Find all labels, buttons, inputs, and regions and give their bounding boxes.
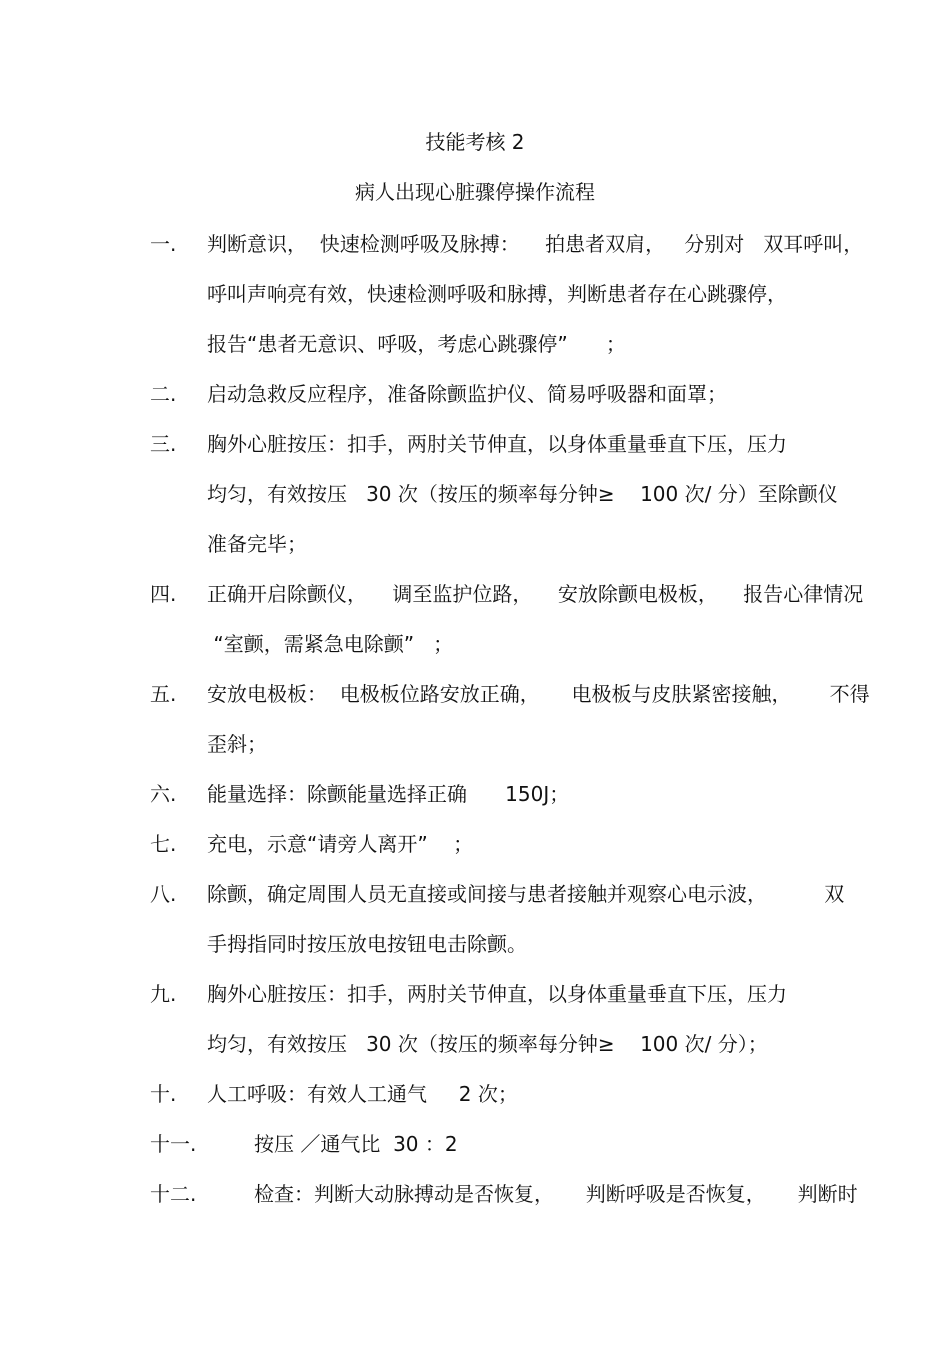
step-number: 三. — [150, 432, 177, 456]
step-number: 十一. — [150, 1132, 197, 1156]
step-text-line: 胸外心脏按压：扣手，两肘关节伸直，以身体重量垂直下压，压力 — [207, 432, 787, 456]
step-text-line: 正确开启除颤仪， 调至监护位路， 安放除颤电极板， 报告心律情况 — [207, 582, 864, 606]
step-text-line: “室颤，需紧急电除颤” ； — [207, 632, 454, 656]
step-text-line: 按压 ／通气比 30 ：2 — [254, 1132, 458, 1156]
step-text-line: 启动急救反应程序，准备除颤监护仪、简易呼吸器和面罩； — [207, 382, 727, 406]
step-text-line: 判断意识， 快速检测呼吸及脉搏： 拍患者双肩， 分别对 双耳呼叫， — [207, 232, 864, 256]
document-title: 技能考核 2 — [425, 130, 525, 154]
step-number: 八. — [150, 882, 177, 906]
step-text-line: 安放电极板： 电极板位路安放正确， 电极板与皮肤紧密接触， 不得 — [207, 682, 870, 706]
step-number: 四. — [150, 582, 177, 606]
step-text-line: 歪斜； — [207, 732, 267, 756]
step-text-line: 胸外心脏按压：扣手，两肘关节伸直，以身体重量垂直下压，压力 — [207, 982, 787, 1006]
step-text-line: 手拇指同时按压放电按钮电击除颤。 — [207, 932, 527, 956]
step-number: 十. — [150, 1082, 177, 1106]
step-text-line: 均匀，有效按压 30 次（按压的频率每分钟≥ 100 次/ 分）； — [207, 1032, 768, 1056]
step-number: 一. — [150, 232, 177, 256]
step-number: 九. — [150, 982, 177, 1006]
step-text-line: 能量选择：除颤能量选择正确 150J； — [207, 782, 570, 806]
step-text-line: 准备完毕； — [207, 532, 307, 556]
step-text-line: 充电，示意“请旁人离开” ； — [207, 832, 474, 856]
step-number: 六. — [150, 782, 177, 806]
step-text-line: 呼叫声响亮有效，快速检测呼吸和脉搏，判断患者存在心跳骤停， — [207, 282, 787, 306]
step-text-line: 除颤，确定周围人员无直接或间接与患者接触并观察心电示波， 双 — [207, 882, 845, 906]
document-subtitle: 病人出现心脏骤停操作流程 — [355, 180, 595, 204]
step-text-line: 报告“患者无意识、呼吸，考虑心跳骤停” ； — [207, 332, 626, 356]
step-text-line: 检查：判断大动脉搏动是否恢复， 判断呼吸是否恢复， 判断时 — [254, 1182, 858, 1206]
step-number: 二. — [150, 382, 177, 406]
step-number: 五. — [150, 682, 177, 706]
step-number: 十二. — [150, 1182, 197, 1206]
step-number: 七. — [150, 832, 177, 856]
step-text-line: 人工呼吸：有效人工通气 2 次； — [207, 1082, 518, 1106]
step-text-line: 均匀，有效按压 30 次（按压的频率每分钟≥ 100 次/ 分）至除颤仪 — [207, 482, 838, 506]
